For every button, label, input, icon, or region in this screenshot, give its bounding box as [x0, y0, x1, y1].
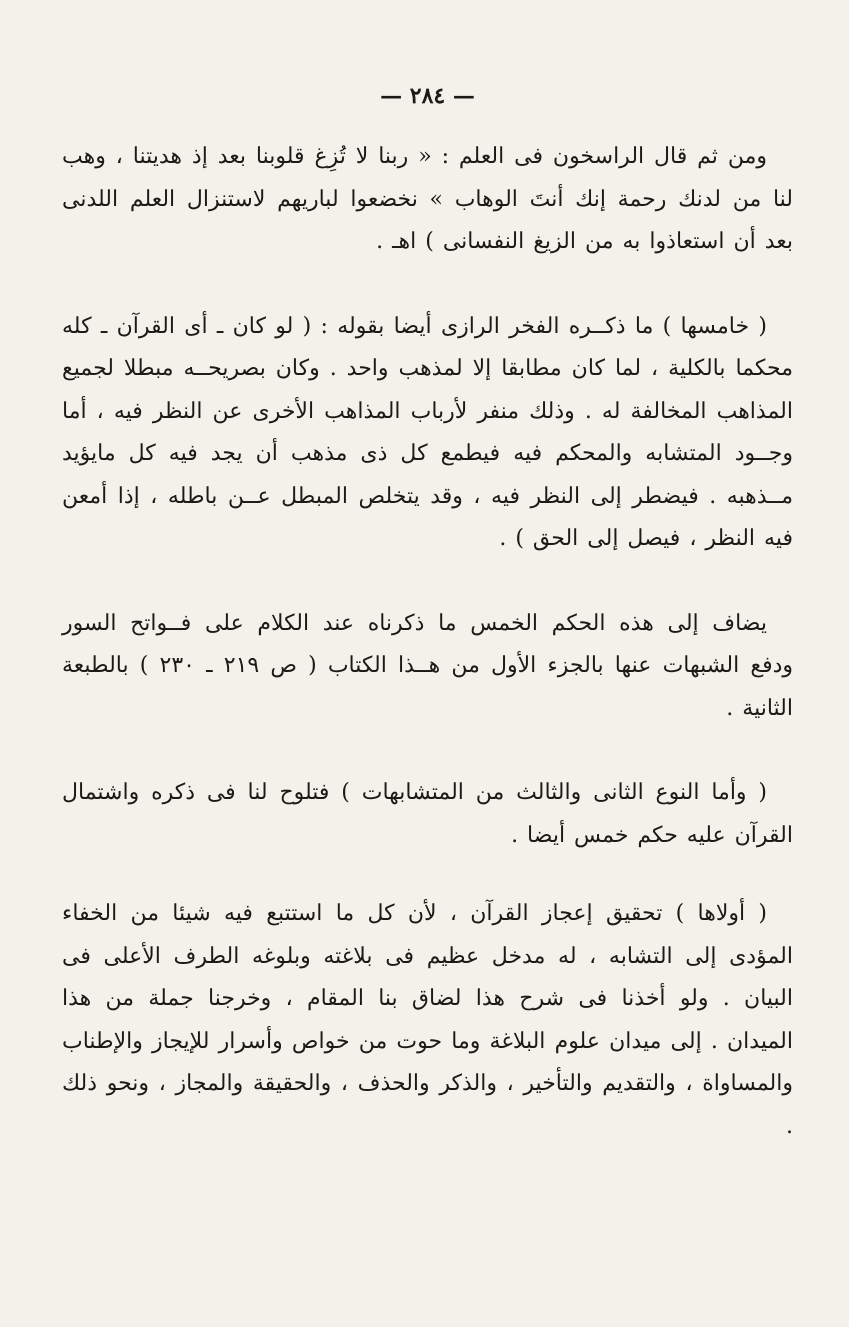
paragraph-gap: [62, 730, 793, 772]
paragraph-4: ( وأما النوع الثانى والثالث من المتشابهات ) فتلوح لنا فى ذكره واشتمال القرآن عليه حكم خمس أيضا .: [62, 780, 793, 848]
paragraph-5: ( أولاها ) تحقيق إعجاز القرآن ، لأن كل ما استتبع فيه شيئا من الخفاء المؤدى إلى التشابه ، له مدخل عظيم فى بلاغته وبلوغه الطرف الأعلى فى البيان . ولو أخذنا فى شرح هذا لضاق بنا المقام ، وخرجنا جملة من هذا الميدان . إلى ميدان علوم البلاغة وما حوت من خواص وأسرار للإيجاز والإطناب والمساواة ، والتقديم والتأخير ، والذكر والحذف ، والحقيقة والمجاز ، ونحو ذلك .: [62, 901, 793, 1139]
paragraph-gap: [62, 561, 793, 603]
paragraph-3: يضاف إلى هذه الحكم الخمس ما ذكرناه عند الكلام على فــواتح السور ودفع الشبهات عنها بالجزء الأول من هــذا الكتاب ( ص ٢١٩ ـ ٢٣٠ ) بالطبعة الثانية .: [62, 610, 794, 721]
paragraph-2: ( خامسها ) ما ذكــره الفخر الرازى أيضا بقوله : ( لو كان ـ أى القرآن ـ كله محكما بالكلية ، لما كان مطابقا إلا لمذهب واحد . وكان بصريحــه مبطلا لجميع المذاهب المخالفة له . وذلك منفر لأرباب المذاهب الأخرى عن النظر فيه ، أما وجــود المتشابه والمحكم فيه فيطمع كل ذى مذهب أن يجد فيه كل مايؤيد مــذهبه . فيضطر إلى النظر فيه ، وقد يتخلص المبطل عــن باطله ، إذا أمعن فيه النظر ، فيصل إلى الحق ) .: [62, 313, 793, 551]
page-number: — ٢٨٤ —: [380, 83, 475, 109]
paragraph-gap: [62, 857, 793, 893]
paragraph-gap: [62, 264, 793, 306]
paragraph-1: ومن ثم قال الراسخون فى العلم : « ربنا لا تُزِغ قلوبنا بعد إذ هديتنا ، وهب لنا من لدنك رحمة إنك أنتَ الوهاب » نخضعوا لباريهم لاستنزال العلم اللدنى بعد أن استعاذوا به من الزيغ النفسانى ) اهـ .: [62, 144, 793, 254]
